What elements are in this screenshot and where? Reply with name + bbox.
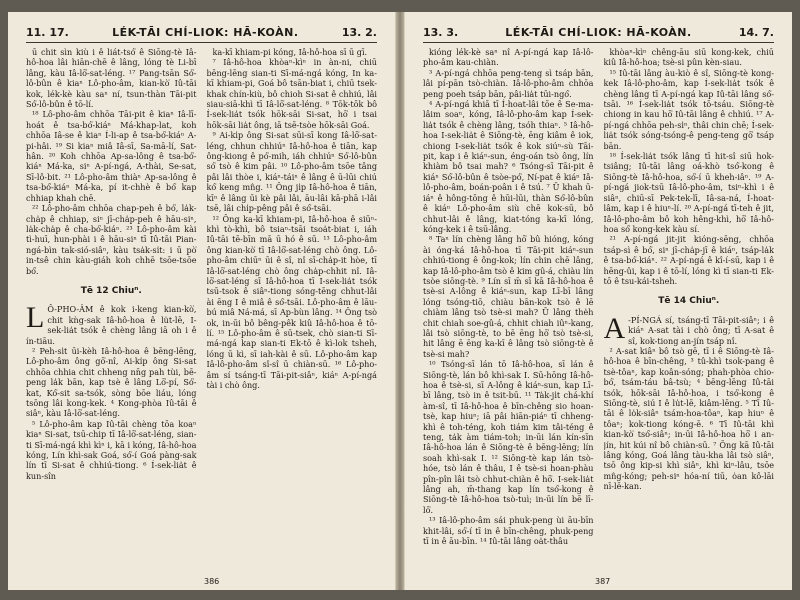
paragraph-text: Ô-PHO-ÂM ê kok i-keng kian-kò͘, chit kǹg-sak Iâ-hô-hoa ê lu̍t-lē, I-sek-lia̍t tsók ê chèng lâng iā oh i ê ín-tiāu. xyxy=(26,304,197,346)
drop-cap-letter: L xyxy=(26,301,45,335)
paragraph: ū chit sìn kiù i ê liát-tsó͘ ê Siōng-tè Iâ-hô-hoa lâi hiān-chē ê lâng, lóng tè Li-bī lâng, kàu Iâ-lō͘-sat-léng. ¹⁷ Pang-tsān Só͘-lô-bûn ê kiaⁿ Lô-pho-âm, kian-kò͘ Iû-tāi kok, lék-kè kàu saⁿ ní, tsun-thàn Tāi-pit Só͘-lô-bûn ê tō-lí. xyxy=(26,47,197,110)
chapter-opening-paragraph xyxy=(603,311,775,346)
chapter-verse-ref-start: 13. 3. xyxy=(423,26,459,39)
paragraph: ⁴ A-pí-ngá khiā tī Í-hoat-lâi tōe ê Se-ma-lâim soaⁿ, kóng, Iâ-lô-pho-âm kap Í-sek-lia̍t tsók ê chèng lâng, tsóh thiaⁿ. ⁵ Iâ-hô-hoa I-sek-lia̍t ê Siōng-tè, ēng kiâm ê iok, chiong I-sek-lia̍t tsók ê kok siúⁿ-sù Tāi-pit, kap i ê kiáⁿ-sun, éng-oán tsò ông, lín khiàm bô tsai mah? ⁶ Tsóng-sī Tāi-pit ê kiáⁿ Só͘-lô-bûn ê tsòe-pó͘, Ní-pat ê kiáⁿ Iâ-lô-pho-âm, boán-poân i ê tsú. ⁷ Ū khah ū-iáⁿ ê hông-tōng ê hūi-lūi, thàn Só͘-lô-bûn ê kiáⁿ Lô-pho-âm siù chē kok-sū, bô chhut-lâi ê lâng, kiat-tóng ka-kī lóng, kóng-kek i ê tsū-lâng. xyxy=(423,99,594,234)
paragraph: ¹³ Iâ-lô-pho-âm sái phuk-peng ùi āu-bīn khit-lâi, só͘-í tī in ê bīn-chêng, phuk-peng tī in ê āu-bīn. ¹⁴ Iû-tāi lâng oa̍t-thâu xyxy=(423,515,594,547)
paragraph: ³ A-pí-ngá chhōa peng-teng sì tsáp bān, lâi pí-pān tsò-chiàn. Iâ-lô-pho-âm chhōa peng poeh tsáp bān, pâi-lia̍t tūi-ngó͘. xyxy=(423,67,594,99)
paragraph: ¹⁸ Lô-pho-âm chhōa Tāi-pit ê kiaⁿ Iâ-lī-hoát ê tsa-bó͘-kiáⁿ Má-khap-lat, koh chhōa Iâ-se ê kiaⁿ Í-li-ap ê tsa-bó͘-kiáⁿ A-pi-hâi. ¹⁹ Si kiaⁿ miâ Iâ-sī, Sa-mā-lí, Sat-hân. ²⁰ Koh chhōa Ap-sa-lông ê tsa-bó͘-kiáⁿ Má-ka, siⁿ A-pí-ngá, A-thài, Se-sat, Sī-lô-bit. ²¹ Lô-pho-âm thiàⁿ Ap-sa-lông ê tsa-bó͘-kiáⁿ Má-ka, pí it-chhè ê bó͘ kap chhiap khah chē. xyxy=(26,109,197,203)
page-number: 386 xyxy=(204,577,220,586)
paragraph: ²¹ A-pí-ngá jit-jit kióng-sēng, chhōa tsáp-sì ê bó͘, siⁿ jī-cha̍p-jī ê kiáⁿ, tsáp-la̍k ê tsa-bó͘-kiáⁿ. ²² A-pí-ngá ê kî-í-sū, kap i ê hēng-ûi, kap i ê tō-lí, lóng kì tī sian-ti Ek-tō ê tsu-kái-tsheh. xyxy=(603,234,774,286)
running-head-left xyxy=(26,26,377,43)
paragraph: ²² Lô-pho-âm chhōa chap-peh ê bó͘, la̍k-cha̍p ê chhiap, siⁿ jī-cha̍p-peh ê hāu-siⁿ, la̍k-cha̍p ê cha-bó͘-kiáⁿ. ²³ Lô-pho-âm kài tì-huī, hun-phài i ê hāu-siⁿ tī Iû-tāi Pian-ngá-bìn tak-sió-siâⁿ, kàu tsa̍k-si̍t: i ū pò͘ in-tsê chin kàu-giáh koh chhē tsōe-tsōe bó͘. xyxy=(26,203,197,276)
chapter-verse-ref-end: 14. 7. xyxy=(738,26,774,39)
running-head-right xyxy=(423,26,774,43)
paragraph-text: -PÍ-NGÁ sí, tsáng-tī Tāi-pit-siâⁿ; i ê kiáⁿ A-sat tài i chò ông; tī A-sat ê sî, kok-tiong an-jín tsáp nî. xyxy=(628,314,774,346)
chapter-verse-ref-end: 13. 2. xyxy=(341,26,377,39)
book-title: LÉK-TĀI CHÍ-LIOK: HĀ-KOÀN. xyxy=(112,26,299,39)
paragraph: ¹² Ông ka-kī khiam-pi, Iâ-hô-hoa ê siūⁿ-khì tò-khì, bô tsiaⁿ-tsāi tsoa̍t-biat i, iáh Iû-tāi tē-bīn mā ū hó ê sū. ¹³ Lô-pho-âm ông kian-kò͘ tī Iâ-lō͘-sat-léng chò ông. Lô-pho-âm chiūⁿ ūi ê sî, nî sī-cha̍p-it hòe, tī Iâ-lō͘-sat-léng chò ông cha̍p-chhit nî. Iâ-lō͘-sat-léng sī Iâ-hô-hoa tī I-sek-lia̍t tsók tsū-tsok ê siâⁿ-tiong sóng-tēng chhut-lâi ài ēng I ê miâ ê só͘-tsāi. Lô-pho-âm ê lāu-bú miâ Ná-má, sī Ap-bùn lâng. ¹⁴ Ông tsò ok, in-ūi bô bêng-pêk kiû Iâ-hô-hoa ê tō-lí. ¹⁵ Lô-pho-âm ê sū-tsek, chò sian-ti Sī-má-ngá kap sian-ti Ek-tō ê kì-lok tsheh, lóng ū kì, sī iah-kài ê sū. Lô-pho-âm kap Iâ-lô-pho-âm sî-sî ū chiàn-sū. ¹⁶ Lô-pho-âm sí tsáng-tī Tāi-pit-siâⁿ, kiáⁿ A-pí-ngá tài i chò ông. xyxy=(206,213,377,390)
paragraph: ² A-sat kiâⁿ bô tsò gē, tī i ê Siōng-tè Iâ-hô-hoa ê bīn-chêng, ³ tû-khì tsok-pang ê tsè-tôaⁿ, kap koân-sóng; phah-phòa chio-bó͘, tsám-táu bâ-tsù; ⁴ bēng-lēng Iû-tāi tsók, hōk-sāi Iâ-hô-hoa, i tsó͘-kong ê Siōng-tè, siú I ê lu̍t-lē, kiâm-lēng. ⁵ Tī Iû-tāi ê lo̍k-siâⁿ tsám-hoa-tôaⁿ, kap hiuⁿ ê tôaⁿ; kok-tiong kóng-ē. ⁶ Tī Iû-tāi khì kian-kò͘ tsó͘-siâⁿ; in-ūi Iâ-hô-hoa hō͘ i an-jín, hit kúi nî bô chiàn-sū. ⁷ Ōng kā Iû-tāi lâng kóng, Goá lâng tàu-kha lâi tsò siâⁿ, tsō ông kip-si khì siâⁿ, khì kiⁿ-lâu, tsōe mn̂g-kóng; peh-siⁿ hóa-ní tiū, ȯan kô-lāi nī-lē-kan. xyxy=(603,345,774,492)
chapter-heading: Tē 14 Chiuⁿ. xyxy=(658,296,720,307)
left-page xyxy=(8,12,396,590)
book-gutter xyxy=(396,12,404,590)
paragraph: khòaⁿ-kìⁿ chêng-āu siū kong-kek, chiū kiû Iâ-hô-hoa; tsè-si pûn kèn-siau. xyxy=(603,47,774,68)
chapter-opening-paragraph xyxy=(26,301,197,346)
paragraph: ¹⁰ Tsóng-sī lán tō Iâ-hô-hoa, sī lán ê Siōng-tè, lán bô khì-sak I. Sū-hōng Iâ-hô-hoa ê tsè-si, sī A-lông ê kiáⁿ-sun, kap Lī-bī lâng, tsò in ê tsit-bū. ¹¹ Ta̍k-ji̍t chá-khí àm-sî, tī Iâ-hô-hoa ê bīn-chêng sio hoan-tsè, kap hiuⁿ; iā pâi hiān-piáⁿ tī chheng-khì ê toh-téng, koh tiám kim tâi-téng ê teng, ta̍k àm tiám-toh; in-ūi lán kín-sīn Iâ-hô-hoa lán ê Siōng-tè ê bēng-lēng; lín soah khì-sak I. ¹² Siōng-tè kap lán tsò-hóe, tsò lán ê thâu, I ê tsè-si hoan-phàu pîn-pîn lâi tsò chhut-chiàn ê hō͘. I-sek-lia̍t lâng ah, m̄-thang kap lín tsó͘-kong ê Siōng-tè Iâ-hô-hoa tsò-tuì; in-ūi lín bē lī-lō͘. xyxy=(423,359,594,515)
drop-cap-letter: A xyxy=(603,311,626,345)
paragraph: ⁹ Ai-ki̍p ông Si-sat sūi-sī kong Iâ-lō͘-sat-léng, chhun chhiúⁿ Iâ-hô-hoa ê tiān, kap ông-kiong ê pó͘-mih, iáh chhiúⁿ Só͘-lô-bûn só͘ tsò ê kim pâi. ¹⁰ Lô-pho-âm tsōe tâng pâi lâi thòe i, kiáⁿ-táiⁿ ê lâng ê ū-lūi chiú kó͘ keng mn̂g. ¹¹ Ông ji̍p Iâ-hô-hoa ê tiān, kīⁿ ê lâng ūi kè pâi lâi, āu-lâi kā-phā i-lâi tsē, lâi chi̍p-pêng pâi ê só͘-tsāi. xyxy=(206,130,377,214)
paragraph: ¹⁸ Í-sek-lia̍t tsók lâng tī hit-sî siū hok-tsiâng; Iû-tāi lâng oá-khò tsó͘-kong ê Siōng-tè Iâ-hô-hoa, só͘-í ū kheh-iâⁿ. ¹⁹ A-pí-ngá jiok-tsū Iâ-lô-pho-âm, tsiⁿ-khì i ê siâⁿ, chiū-sī Pek-tek-lī, Iâ-sa-ná, Í-hoat-lâm, kap i ê hiuⁿ-lí. ²⁰ A-pí-ngá tī-teh ê jit, Iâ-lô-pho-âm bô koh hêng-khì, hō͘ Iâ-hô-hoa só͘ kong-kek kàu sí. xyxy=(603,151,774,234)
left-page-column-2 xyxy=(207,47,378,575)
page-number: 387 xyxy=(595,577,611,586)
chapter-heading: Tē 12 Chiuⁿ. xyxy=(80,285,142,296)
chapter-verse-ref-start: 11. 17. xyxy=(26,26,69,39)
paragraph: kióng lék-kè saⁿ nî A-pí-ngá kap Iâ-lô-pho-âm kau-chiàn. xyxy=(423,47,594,68)
right-page xyxy=(404,12,792,590)
paragraph: ⁷ Iâ-hô-hoa khòaⁿ-kìⁿ in àn-ni, chiū bēng-lēng sian-ti Sī-má-ngá kóng, In ka-kī khiam-pi, Goá bô tsān-biat i, chiū tsek-khak chín-kiù, bô chioh Si-sat ê chhiú, lâi siau-siā-khì tī Iâ-lō͘-sat-léng. ⁸ Tōk-tōk bô Í-sek-lia̍t tsók hōk-sāi Si-sat, hō͘ i tsai hōk-sāi lia̍t ông, iā tsē-tsòe hōk-sāi Goá. xyxy=(206,57,377,130)
paragraph: ka-kī khiam-pi kóng, Iâ-hô-hoa sī ū gī. xyxy=(212,47,368,57)
paragraph: ⁵ Lô-pho-âm kap Iû-tāi chèng tōa koaⁿ kiaⁿ Si-sat, tsū-chip tī Iâ-lō͘-sat-léng, sian-ti Sī-má-ngá khì kìⁿ i, kā i kóng, Iâ-hô-hoa kóng, Lín khì-sak Goá, só͘-í Goá pàng-sak lín tī Si-sat ê chhiú-tiong. ⁶ Í-sek-lia̍t ê kun-sîn xyxy=(26,418,197,481)
left-page-column-1 xyxy=(26,47,197,575)
right-page-column-2 xyxy=(604,47,775,575)
paragraph: ¹⁵ Iû-tāi lâng àu-kiò ê sî, Siōng-tè kong-kek Iâ-lô-pho-âm, kap Í-sek-lia̍t tsók ê chèng lâng tī A-pí-ngá kap Iû-tāi lâng só͘-tsāi. ¹⁶ Í-sek-lia̍t tsók tō-tsáu. Siōng-tè chiong in kau hō͘ Iû-tāi lâng ê chhiú. ¹⁷ A-pí-ngá chhōa peh-si̍ⁿ, thâi chin chē; Í-sek-lia̍t tsók sóng-tsóng-ê peng-teng gō͘ tsáp bān. xyxy=(603,67,774,151)
right-page-column-1 xyxy=(423,47,594,575)
paragraph: ² Peh-si̍t ūi-kèh Iâ-hô-hoa ê bēng-lēng, Lô-pho-âm ông gō͘-nî, Ai-ki̍p ông Si-sat chhōa chhia chit chheng nn̄g pah tùi, bē-peng la̍k bān, kap tsè ê lâng Lō͘-pí, Só͘-kat, Kó͘-sit sa-tsók, sòng bōe liáu, lóng tsōng lâi kong-kek. ⁴ Kong-phòa Iû-tāi ê siâⁿ, kàu Iâ-lō͘-sat-léng. xyxy=(26,345,197,419)
book-title: LÉK-TĀI CHÍ-LIOK: HĀ-KOÀN. xyxy=(505,26,692,39)
paragraph: ⁸ Taⁿ lín chèng lâng hō͘ bû hióng, kóng ài óng-ká Iâ-hô-hoa tī Tāi-pit kiáⁿ-sun chhiú-tiong ê ông-kok; lín chin chē lâng, kap Iâ-lô-pho-âm tsò ê kim gû-á, chiàu lín tsòe siōng-tè. ⁹ Lín sī m̄ sī kā Iâ-hô-hoa ê tsè-si A-lông ê kiáⁿ-sun, kap Lī-bī lâng lóng tsóng-tiō, chiàu bān-kok tsò ê lē chiàm lâng tsò tsè-si mah? Ū lâng the̍h chit chiah soe-gû-á, chhit chiah iûⁿ-kang, lâi tsò siōng-tè, to bē ēng hō͘ tsò tsè-si, hit lâng ē ēng ka-kī ê lâng tsò siōng-tè ê tsè-si mah? xyxy=(423,234,594,359)
